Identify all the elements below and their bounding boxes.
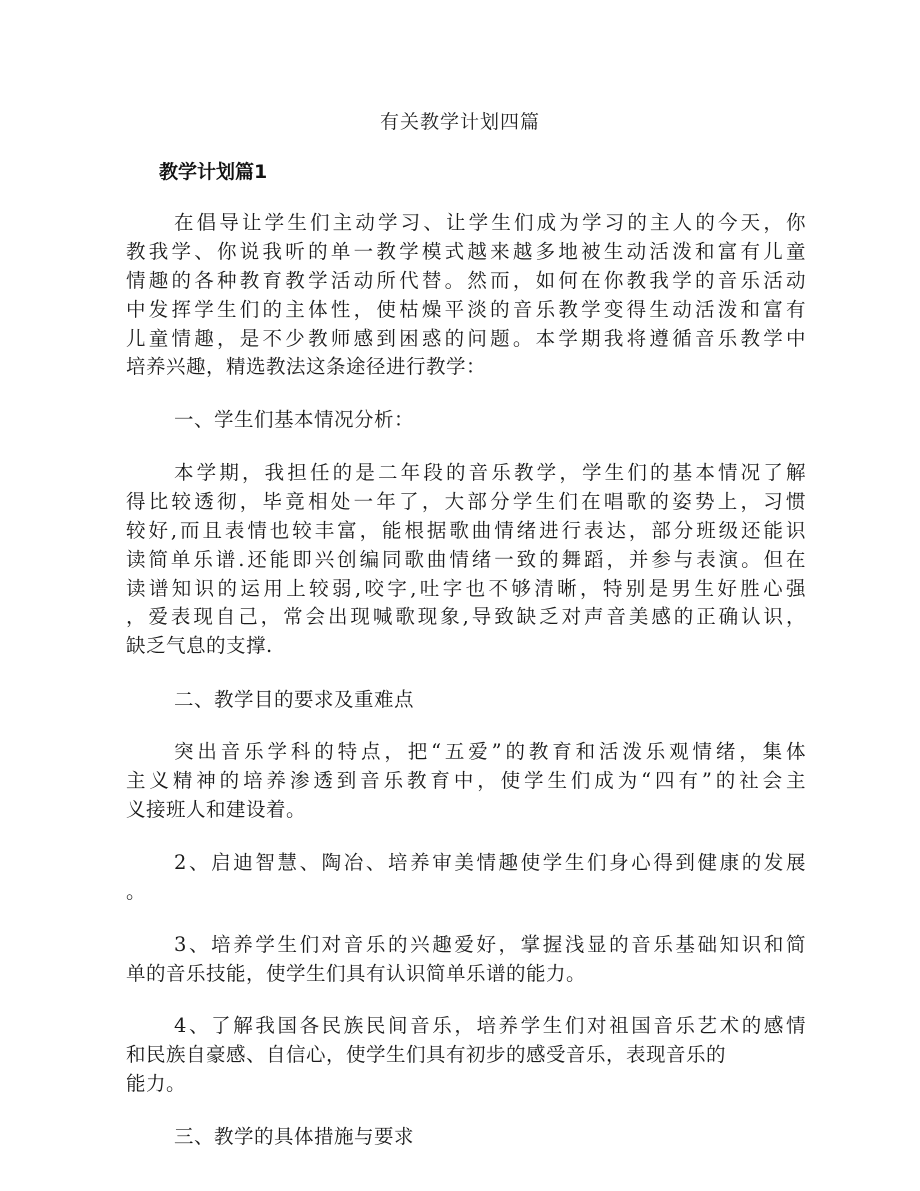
text-line: 。 <box>126 880 147 903</box>
text-line: 缺乏气息的支撑. <box>126 634 273 657</box>
text-line: 较好,而且表情也较丰富，能根据歌曲情绪进行表达，部分班级还能识 <box>126 519 806 542</box>
text-line: 培养兴趣，精选教法这条途径进行教学： <box>126 355 487 378</box>
text-line: 义接班人和建设着。 <box>126 798 307 821</box>
text-line: 3、培养学生们对音乐的兴趣爱好，掌握浅显的音乐基础知识和简 <box>174 933 806 956</box>
text-line: 情趣的各种教育教学活动所代替。然而，如何在你教我学的音乐活动 <box>126 269 806 292</box>
document-title: 有关教学计划四篇 <box>379 111 540 133</box>
subheading-measures: 三、教学的具体措施与要求 <box>174 1125 415 1148</box>
subheading-teaching-goals: 二、教学目的要求及重难点 <box>174 688 415 711</box>
text-line: 单的音乐技能，使学生们具有认识简单乐谱的能力。 <box>126 962 587 985</box>
text-line: 主义精神的培养渗透到音乐教育中，使学生们成为“四有”的社会主 <box>126 769 806 792</box>
text-line: 和民族自豪感、自信心，使学生们具有初步的感受音乐，表现音乐的 <box>126 1043 727 1066</box>
text-line: 读谱知识的运用上较弱,咬字,吐字也不够清晰，特别是男生好胜心强 <box>126 577 806 600</box>
text-line: 能力。 <box>126 1072 187 1095</box>
text-line: 中发挥学生们的主体性，使枯燥平淡的音乐教学变得生动活泼和富有 <box>126 298 806 321</box>
text-line: 读简单乐谱.还能即兴创编同歌曲情绪一致的舞蹈，并参与表演。但在 <box>126 548 806 571</box>
text-line: 突出音乐学科的特点，把“五爱”的教育和活泼乐观情绪，集体 <box>174 740 806 763</box>
text-line: 得比较透彻，毕竟相处一年了，大部分学生们在唱歌的姿势上，习惯 <box>126 490 806 513</box>
text-line: 2、启迪智慧、陶冶、培养审美情趣使学生们身心得到健康的发展 <box>174 851 806 874</box>
text-line: 在倡导让学生们主动学习、让学生们成为学习的主人的今天，你 <box>174 211 806 234</box>
subheading-student-analysis: 一、学生们基本情况分析： <box>174 408 415 431</box>
section-heading: 教学计划篇1 <box>159 161 268 183</box>
text-line: 教我学、你说我听的单一教学模式越来越多地被生动活泼和富有儿童 <box>126 240 806 263</box>
text-line: 4、了解我国各民族民间音乐，培养学生们对祖国音乐艺术的感情 <box>174 1014 806 1037</box>
text-line: ，爱表现自己，常会出现喊歌现象,导致缺乏对声音美感的正确认识， <box>126 605 806 628</box>
text-line: 儿童情趣，是不少教师感到困惑的问题。本学期我将遵循音乐教学中 <box>126 327 806 350</box>
text-line: 本学期，我担任的是二年段的音乐教学，学生们的基本情况了解 <box>174 461 806 484</box>
